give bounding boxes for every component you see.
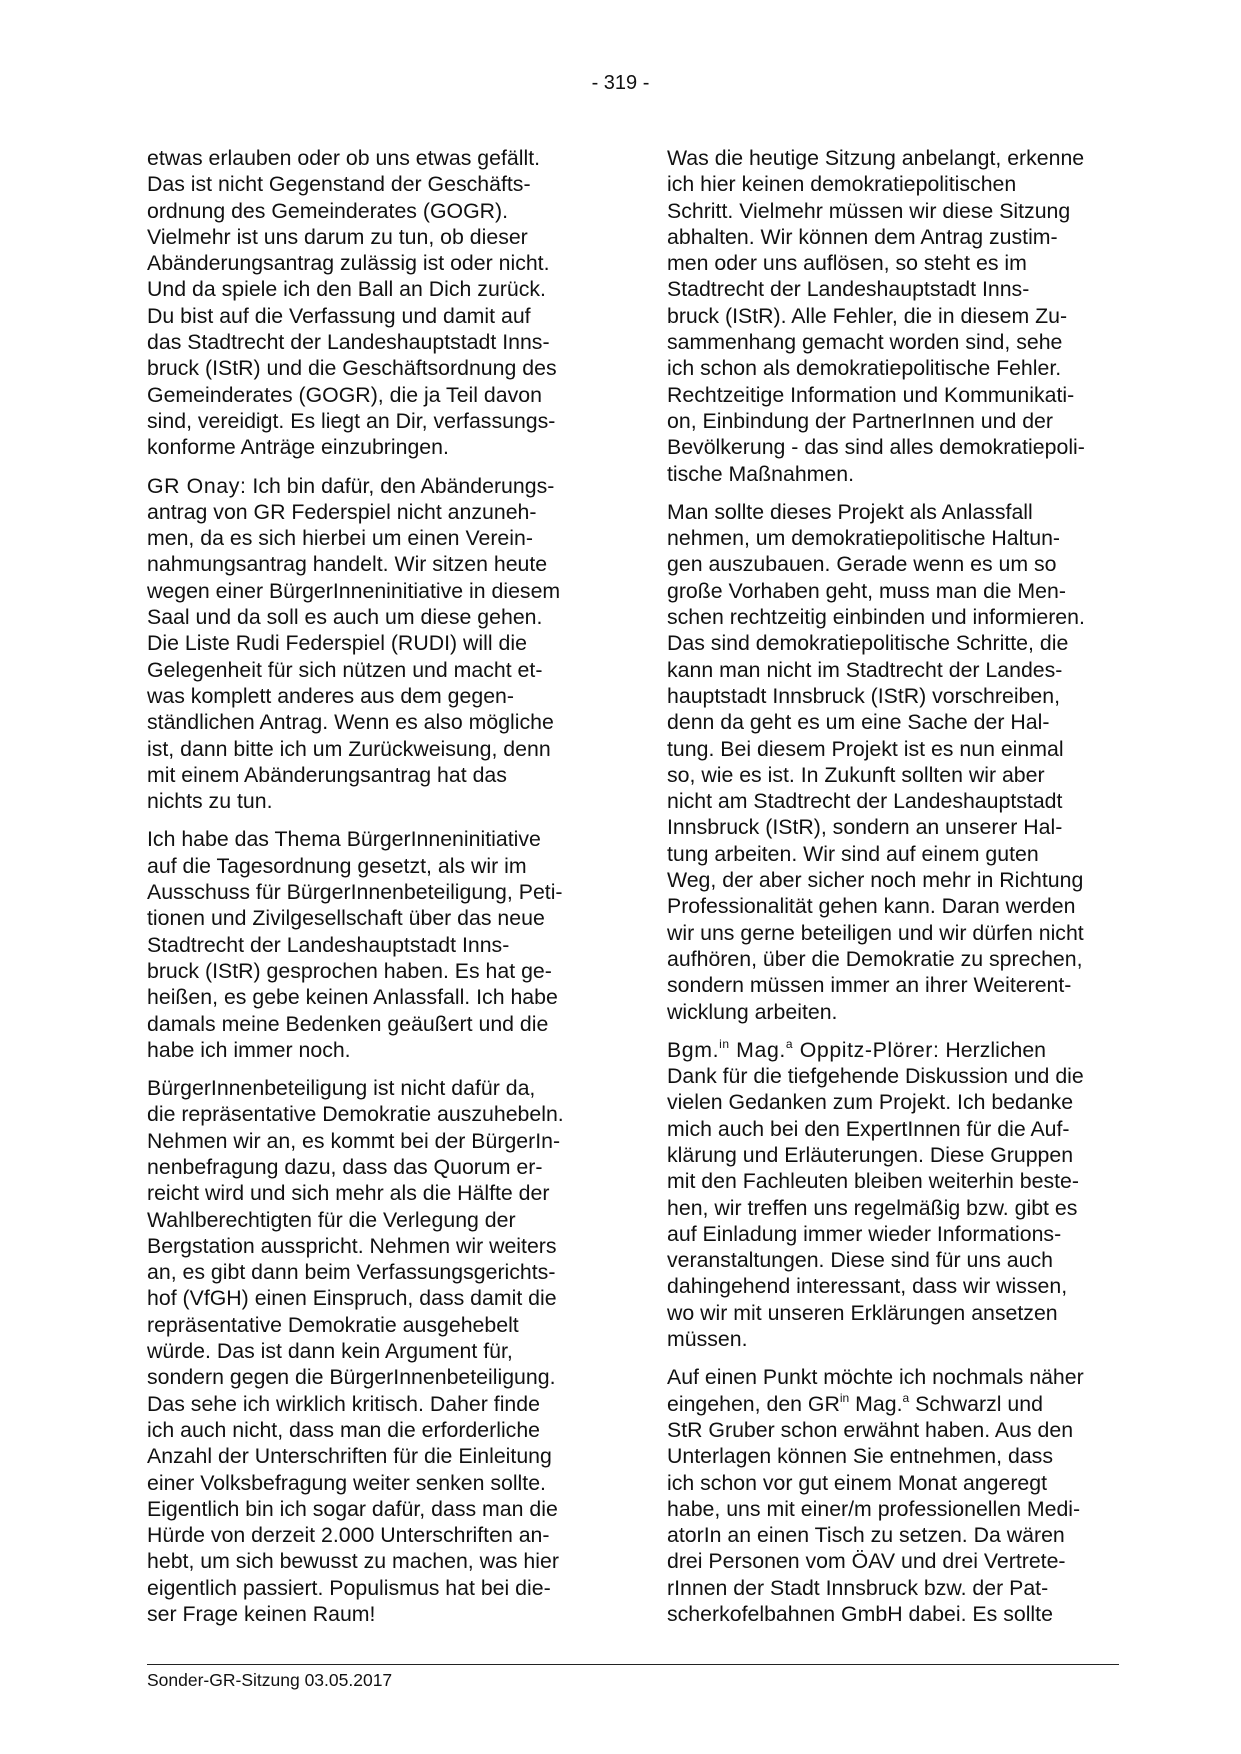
paragraph [147, 826, 595, 1063]
text-line: auf Einladung immer wieder Informations- [667, 1221, 1062, 1246]
text-line: Vielmehr ist uns darum zu tun, ob dieser [147, 224, 528, 249]
text-line: ich schon als demokratiepolitische Fehler. [667, 356, 1062, 381]
text-line: habe, uns mit einer/m professionellen Medi- [667, 1496, 1081, 1521]
left-column [147, 145, 595, 1639]
text-line: das Stadtrecht der Landeshauptstadt Inns- [147, 330, 550, 355]
text-line: nichts zu tun. [147, 789, 273, 814]
text-line: gen auszubauen. Gerade wenn es um so [667, 552, 1057, 577]
text-line: on, Einbindung der PartnerInnen und der [667, 408, 1053, 433]
text-line: ordnung des Gemeinderates (GOGR). [147, 198, 509, 223]
text-line: mit einem Abänderungsantrag hat das [147, 762, 507, 787]
text-line: kann man nicht im Stadtrecht der Landes- [667, 657, 1063, 682]
text-fragment: Oppitz-Plörer: [793, 1037, 940, 1062]
paragraph [147, 473, 595, 815]
text-line: klärung und Erläuterungen. Diese Gruppen [667, 1142, 1074, 1167]
text-line: Nehmen wir an, es kommt bei der BürgerIn- [147, 1128, 561, 1153]
text-line: sondern müssen immer an ihrer Weiterent- [667, 973, 1072, 998]
text-line: Man sollte dieses Projekt als Anlassfall [667, 499, 1033, 524]
text-line: Hürde von derzeit 2.000 Unterschriften an- [147, 1523, 550, 1548]
text-line: wir uns gerne beteiligen und wir dürfen nicht [667, 920, 1084, 945]
text-line: bruck (IStR) gesprochen haben. Es hat ge- [147, 958, 552, 983]
text-line: heißen, es gebe keinen Anlassfall. Ich habe [147, 985, 558, 1010]
text-line: Abänderungsantrag zulässig ist oder nicht. [147, 251, 550, 276]
text-line: Anzahl der Unterschriften für die Einleitung [147, 1444, 552, 1469]
text-line: Ich habe das Thema BürgerInneninitiative [147, 827, 541, 852]
text-line: nenbefragung dazu, dass das Quorum er- [147, 1154, 543, 1179]
text-fragment: Mag. [729, 1037, 786, 1062]
text-line: so, wie es ist. In Zukunft sollten wir aber [667, 762, 1045, 787]
paragraph [147, 145, 595, 461]
text-line: dahingehend interessant, dass wir wissen, [667, 1274, 1068, 1299]
text-line: Auf einen Punkt möchte ich nochmals näher [667, 1365, 1084, 1390]
text-line: Das sind demokratiepolitische Schritte, die [667, 631, 1069, 656]
right-column [667, 145, 1119, 1639]
text-line: abhalten. Wir können dem Antrag zustim- [667, 224, 1058, 249]
text-line: StR Gruber schon erwähnt haben. Aus den [667, 1417, 1074, 1442]
text-line: Bergstation ausspricht. Nehmen wir weiters [147, 1233, 557, 1258]
text-line: Was die heutige Sitzung anbelangt, erkenne [667, 146, 1085, 170]
text-line: BürgerInnenbeteiligung ist nicht dafür da, [147, 1076, 536, 1101]
paragraph [667, 1037, 1119, 1353]
text-line: nahmungsantrag handelt. Wir sitzen heute [147, 552, 548, 577]
text-line: hebt, um sich bewusst zu machen, was hier [147, 1549, 559, 1574]
text-line: Bevölkerung - das sind alles demokratiepoli- [667, 435, 1085, 460]
text-line: wo wir mit unseren Erklärungen ansetzen [667, 1300, 1058, 1325]
text-line: auf die Tagesordnung gesetzt, als wir im [147, 853, 527, 878]
text-line: Professionalität gehen kann. Daran werden [667, 894, 1076, 919]
superscript: in [719, 1036, 730, 1051]
paragraph [147, 1075, 595, 1627]
text-line: Saal und da soll es auch um diese gehen. [147, 605, 543, 630]
text-line: tung. Bei diesem Projekt ist es nun einmal [667, 736, 1064, 761]
text-line: Gemeinderates (GOGR), die ja Teil davon [147, 382, 542, 407]
text-line: Gelegenheit für sich nützen und macht et- [147, 657, 543, 682]
superscript: a [902, 1390, 910, 1405]
text-line: hof (VfGH) einen Einspruch, dass damit die [147, 1286, 557, 1311]
footer-divider [147, 1664, 1119, 1665]
text-line [147, 473, 595, 499]
speaker-name: GR Onay: [147, 473, 247, 498]
text-line: ich auch nicht, dass man die erforderliche [147, 1417, 541, 1442]
text-line: Dank für die tiefgehende Diskussion und die [667, 1064, 1084, 1089]
paragraph [667, 499, 1119, 1025]
text-line: denn da geht es um eine Sache der Hal- [667, 710, 1050, 735]
text-line: sammenhang gemacht worden sind, sehe [667, 330, 1063, 355]
text-line: schen rechtzeitig einbinden und informieren. [667, 605, 1085, 630]
text-line: eigentlich passiert. Populismus hat bei die- [147, 1575, 551, 1600]
text-line: men oder uns auflösen, so steht es im [667, 251, 1027, 276]
text-line: habe ich immer noch. [147, 1037, 351, 1062]
text-line: tische Maßnahmen. [667, 461, 855, 486]
text-line: ist, dann bitte ich um Zurückweisung, denn [147, 736, 551, 761]
text-line: wicklung arbeiten. [667, 999, 838, 1024]
text-fragment: Schwarzl und [909, 1391, 1043, 1416]
superscript: in [839, 1390, 850, 1405]
text-line: hen, wir treffen uns regelmäßig bzw. gibt es [667, 1195, 1078, 1220]
text-line: Unterlagen können Sie entnehmen, dass [667, 1444, 1053, 1469]
page-number: - 319 - [591, 72, 650, 94]
paragraph [667, 145, 1119, 487]
text-line: hauptstadt Innsbruck (IStR) vorschreiben, [667, 683, 1060, 708]
text-fragment: Herzlichen [939, 1037, 1047, 1062]
text-line [667, 1037, 1119, 1063]
text-line: atorIn an einen Tisch zu setzen. Da wären [667, 1523, 1065, 1548]
paragraph [667, 1364, 1119, 1627]
text-line: an, es gibt dann beim Verfassungsgerichts- [147, 1260, 556, 1285]
text-line: konforme Anträge einzubringen. [147, 435, 449, 460]
text-line: men, da es sich hierbei um einen Verein- [147, 526, 533, 551]
text-line: rInnen der Stadt Innsbruck bzw. der Pat- [667, 1575, 1049, 1600]
text-line: Wahlberechtigten für die Verlegung der [147, 1207, 516, 1232]
text-line: bruck (IStR) und die Geschäftsordnung des [147, 356, 557, 381]
text-line: einer Volksbefragung weiter senken sollte. [147, 1470, 546, 1495]
text-line: Die Liste Rudi Federspiel (RUDI) will die [147, 631, 527, 656]
text-line: etwas erlauben oder ob uns etwas gefällt. [147, 146, 541, 170]
text-line: vielen Gedanken zum Projekt. Ich bedanke [667, 1090, 1074, 1115]
text-line: Rechtzeitige Information und Kommunikati- [667, 382, 1075, 407]
text-line: würde. Das ist dann kein Argument für, [147, 1339, 513, 1364]
text-line: Das sehe ich wirklich kritisch. Daher finde [147, 1391, 540, 1416]
text-line: ich hier keinen demokratiepolitischen [667, 172, 1017, 197]
text-line: wegen einer BürgerInneninitiative in diesem [147, 578, 561, 603]
text-fragment: Bgm. [667, 1037, 720, 1062]
text-line: ser Frage keinen Raum! [147, 1602, 376, 1627]
text-line: was komplett anderes aus dem gegen- [147, 683, 514, 708]
text-line: scherkofelbahnen GmbH dabei. Es sollte [667, 1602, 1053, 1627]
text-line [667, 1391, 1119, 1417]
text-line: tionen und Zivilgesellschaft über das neue [147, 906, 545, 931]
text-line: tung arbeiten. Wir sind auf einem guten [667, 841, 1039, 866]
superscript: a [785, 1036, 794, 1051]
text-line: aufhören, über die Demokratie zu sprechen, [667, 946, 1083, 971]
text-line: bruck (IStR). Alle Fehler, die in diesem Zu- [667, 303, 1068, 328]
text-line: Weg, der aber sicher noch mehr in Richtung [667, 868, 1084, 893]
text-line: Eigentlich bin ich sogar dafür, dass man die [147, 1496, 558, 1521]
text-fragment: Mag. [849, 1391, 903, 1416]
text-line: Das ist nicht Gegenstand der Geschäfts- [147, 172, 531, 197]
text-line: Du bist auf die Verfassung und damit auf [147, 303, 531, 328]
text-line: ich schon vor gut einem Monat angeregt [667, 1470, 1048, 1495]
text-line: antrag von GR Federspiel nicht anzuneh- [147, 499, 537, 524]
text-line: nicht am Stadtrecht der Landeshauptstadt [667, 789, 1063, 814]
text-line: Ausschuss für BürgerInnenbeteiligung, Peti- [147, 880, 563, 905]
footer-text: Sonder-GR-Sitzung 03.05.2017 [147, 1670, 393, 1690]
text-line: drei Personen vom ÖAV und drei Vertrete- [667, 1549, 1066, 1574]
text-fragment: Ich bin dafür, den Abänderungs- [246, 473, 555, 498]
text-line: Innsbruck (IStR), sondern an unserer Hal- [667, 815, 1063, 840]
speaker-name [667, 1038, 940, 1062]
text-line: große Vorhaben geht, muss man die Men- [667, 578, 1066, 603]
text-line: müssen. [667, 1327, 748, 1352]
text-line: sind, vereidigt. Es liegt an Dir, verfassungs- [147, 408, 556, 433]
text-line: Schritt. Vielmehr müssen wir diese Sitzung [667, 198, 1071, 223]
text-line: Und da spiele ich den Ball an Dich zurück. [147, 277, 546, 302]
text-line: ständlichen Antrag. Wenn es also mögliche [147, 710, 554, 735]
text-fragment: eingehen, den GR [667, 1391, 840, 1416]
text-line: nehmen, um demokratiepolitische Haltun- [667, 526, 1061, 551]
text-line: die repräsentative Demokratie auszuhebeln. [147, 1102, 564, 1127]
text-line: reicht wird und sich mehr als die Hälfte der [147, 1181, 550, 1206]
text-line: Stadtrecht der Landeshauptstadt Inns- [667, 277, 1030, 302]
text-line: mit den Fachleuten bleiben weiterhin beste- [667, 1169, 1079, 1194]
text-line: Stadtrecht der Landeshauptstadt Inns- [147, 932, 510, 957]
text-line: sondern gegen die BürgerInnenbeteiligung. [147, 1365, 556, 1390]
text-line: repräsentative Demokratie ausgehebelt [147, 1312, 519, 1337]
text-line: veranstaltungen. Diese sind für uns auch [667, 1248, 1053, 1273]
text-line: mich auch bei den ExpertInnen für die Auf- [667, 1116, 1070, 1141]
text-line: damals meine Bedenken geäußert und die [147, 1011, 549, 1036]
